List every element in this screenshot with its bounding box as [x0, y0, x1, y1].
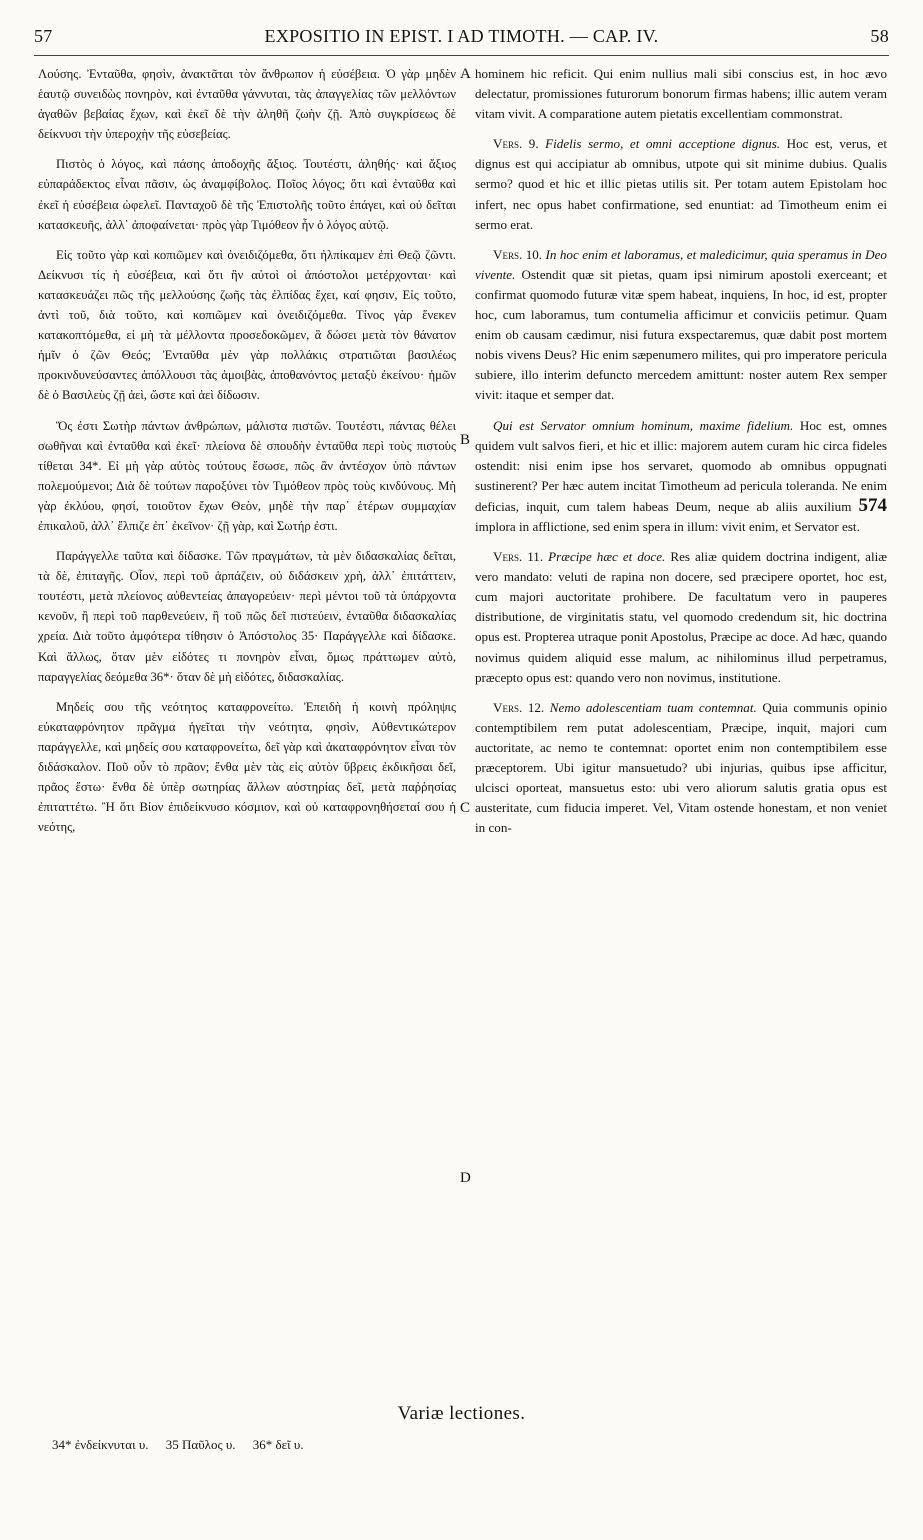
margin-marker-c: C — [460, 800, 471, 816]
latin-text: hominem hic reficit. Qui enim nullius mali sibi conscius est, in hoc ævo delectatur, promissiones futurorum bonorum firmas habens; illic autem veram vitam vivit. A comparatione autem pietatis excellentiam commonstrat. — [475, 66, 887, 122]
latin-text: Res aliæ quidem doctrina indigent, aliæ vero mandato: veluti de rapina non docere, sed præcipere oportet, hoc est, cum majori auctoritate prohibere. De facultatum vero in pauperes distributione, de virginitatis statu, vel quomodo credendum sit, hic doctrina opus est. Propterea utraque ponit Apostolus, Præcipe ac doce. Ad hæc, quando novimus quidem aliquid esse malum, ac nihilominus illud perpetramus, præcepto opus est: quando vero non novimus, institutione. — [475, 549, 887, 685]
latin-paragraph — [475, 416, 887, 538]
verse-label: Vers. 11. — [493, 549, 544, 565]
variant-note: 34* ἐνδείκνυται υ. — [52, 1437, 149, 1452]
latin-paragraph — [475, 547, 887, 688]
lemma: Fidelis sermo, et omni acceptione dignus. — [545, 136, 781, 152]
latin-paragraph — [475, 698, 887, 839]
greek-column — [38, 64, 456, 1394]
latin-column — [475, 64, 887, 1394]
latin-text: implora in afflictione, sed enim spera in illum: vivit enim, et Servator est. — [475, 518, 860, 534]
variant-readings-title: Variæ lectiones. — [397, 1403, 526, 1424]
column-number: 574 — [858, 494, 887, 516]
latin-text: Ostendit quæ sit pietas, quam ipsi nimirum apostoli exerceant; et confirmat quomodo futuræ vitæ spem habeat, inquiens, In hoc, id est, propter hoc, cum laboramus, tum contumelia afficimur et conviciis petimur. Quam enim ob causam cædimur, nisi futura exspectaremus, quæ dabit post mortem nobis vivens Deus? Hic enim sæpenumero milites, qui pro imperatore pericula subiere, illo interim defuncto mercedem amittunt: noster autem Rex semper vivit: itaque et semper dat. — [475, 266, 887, 403]
greek-paragraph: Ὅς ἐστι Σωτὴρ πάντων ἀνθρώπων, μάλιστα πιστῶν. Τουτέστι, πάντας θέλει σωθῆναι καὶ ἐνταῦθα καὶ ἐκεῖ· πλείονα δὲ σπουδὴν ἐνταῦθα περὶ τοὺς πιστοὺς τίθεται 34*. Εἰ μὴ γὰρ αὐτὸς τούτους ἔσωσε, πῶς ἂν ἀντέσχον ὑπὸ πάντων πολεμούμενοι; Διὰ δὲ τούτων παροξύνει τὸν Τιμόθεον πρὸς τοὺς κινδύνους. Μὴ γὰρ ἐκλύου, φησί, τοιοῦτον ἔχων Θεὸν, μηδὲ τὴν παρ᾽ ἑτέρων συμμαχίαν ἐπικαλοῦ, ἀλλ᾽ ἔλπιζε ἐπ᾽ ἐκεῖνον· ζῇ γὰρ, καὶ Σωτήρ ἐστι. — [38, 418, 456, 533]
latin-text: Quia communis opinio contemptibilem rem putat adolescentiam, Præcipe, inquit, majori cum auctoritate, ac nemo te contemnat: oportet enim non contemptibilem esse præceptorem. Ubi igitur mansuetudo? ubi injurias, quibus ipse afficitur, ulcisci oporteat, mansuetus esto: ubi vero aliorum salutis gratia opus est austeritate, cum fiducia imperet. Vel, Vitam ostende honestam, et non veniet in con- — [475, 699, 887, 836]
variant-readings-notes — [52, 1437, 883, 1453]
margin-marker-d: D — [460, 1170, 471, 1186]
page-number-left: 57 — [34, 26, 53, 46]
greek-paragraph: Παράγγελλε ταῦτα καὶ δίδασκε. Τῶν πραγμάτων, τὰ μὲν διδασκαλίας δεῖται, τὰ δὲ, ἐπιταγῆς. Οἷον, περὶ τοῦ ἁρπάζειν, οὐ διδάσκειν χρὴ, ἀλλ᾽ ἐπιτάττειν, τουτέστι, μετὰ πλείονος αὐθεντείας ἀπαγορεύειν· περὶ μέντοι τοῦ τὰ ὑπάρχοντα κενοῦν, ἢ περὶ τοῦ παρθενεύειν, ἢ τοῦ πῶς δεῖ πιστεύειν, ἐνταῦθα διδασκαλίας χρεία. Διὰ τοῦτο ἀμφότερα τίθησιν ὁ Ἀπόστολος 35· Παράγγελλε καὶ δίδασκε. Καὶ ἄλλως, ὅταν μὲν εἰδότες τι πονηρὸν εἶναι, ὅμως πράττωμεν αὐτὸ, παραγγελίας δεόμεθα 36*· ὅταν δὲ μὴ εἰδότες, διδασκαλίας. — [38, 549, 456, 684]
latin-text: Hoc est, omnes quidem vult salvos fieri, et hic et illic: majorem autem curam hic circa fideles ostendit: nisi enim ipse hos servaret, quomodo ab omnibus oppugnati sustinerent? Per hæc autem incitat Timotheum ad pericula toleranda. Ne enim deficias, inquit, cum talem habeas Deum, neque ab aliis auxilium — [475, 417, 887, 514]
page-number-right: 58 — [870, 26, 889, 46]
running-title: EXPOSITIO IN EPIST. I AD TIMOTH. — CAP. IV. — [264, 26, 659, 46]
latin-text: Hoc est, verus, et dignus est qui accipiatur ab omnibus, utpote qui sit minime dubius. Qualis sermo? quod et hic et illic pietas utilis sit. Per totam autem Epistolam hoc infert, nec opus habet confirmatione, sed enuntiat: ad Timotheum enim ei sermo erat. — [475, 136, 887, 232]
greek-paragraph: Λούσης. Ἐνταῦθα, φησὶν, ἀνακτᾶται τὸν ἄνθρωπον ἡ εὐσέβεια. Ὁ γὰρ μηδὲν ἑαυτῷ συνειδὼς πονηρὸν, καὶ ἐνταῦθα γάννυται, τὰς ἀπαγγελίας τῶν μελλόντων ἀγαθῶν βεβαίας ἔχων, καὶ ἐκεῖ δὲ τὴν ἀληθῆ ζωὴν ζῇ. Ἀπὸ συγκρίσεως δὲ δείκνυσι τὴν ὑπεροχὴν τῆς εὐσεβείας. — [38, 67, 456, 142]
header-rule — [34, 55, 889, 56]
latin-paragraph — [475, 245, 887, 406]
lemma: Qui est Servator omnium hominum, maxime fidelium. — [493, 417, 794, 433]
margin-marker-a: A — [460, 66, 471, 82]
variant-note: 35 Παῦλος υ. — [165, 1437, 236, 1452]
lemma: In hoc enim et laboramus, et maledicimur, quia speramus in Deo vivente. — [475, 246, 887, 282]
verse-label: Vers. 9. — [493, 136, 539, 152]
latin-paragraph — [475, 134, 887, 234]
lemma: Nemo adolescentiam tuam contemnat. — [549, 699, 757, 715]
greek-paragraph: Μηδείς σου τῆς νεότητος καταφρονείτω. Ἐπειδὴ ἡ κοινὴ πρόληψις εὐκαταφρόνητον πρᾶγμα ἡγεῖται τὴν νεότητα, φησὶν, Αὐθεντικώτερον παράγγελλε, καὶ μηδείς σου καταφρονείτω, δεῖ γὰρ καὶ ἀκαταφρόνητον εἶναι τὸν διδάσκαλον. Ποῦ οὖν τὸ πρᾶον; ἔνθα μὲν τὰς εἰς αὐτὸν ὕβρεις ἐκδικῆσαι δεῖ, πρᾶος ἔστω· ἔνθα δὲ ὑπὲρ σωτηρίας ἄλλων αὐστηρίας δεῖ, μετὰ παῤῥησίας ἐπιταττέτω. Ἢ ὅτι Βίον ἐπιδείκνυσο κόσμιον, καὶ οὐ καταφρονηθήσεταί σου ἡ νεότης, — [38, 699, 456, 835]
greek-paragraph: Πιστὸς ὁ λόγος, καὶ πάσης ἀποδοχῆς ἄξιος. Τουτέστι, ἀληθής· καὶ ἄξιος εὐπαράδεκτος εἶναι πᾶσιν, ὡς ἀναμφίβολος. Ποῖος λόγος; ὅτι καὶ ἐνταῦθα καὶ ἐκεῖ ἡ εὐσέβεια ὠφελεῖ. Πανταχοῦ δὲ τῆς Ἐπιστολῆς τοῦτο ἐπάγει, καὶ οὐ δεῖται κατασκευῆς, ἀλλ᾽ ἀποφαίνεται· πρὸς γὰρ Τιμόθεον ἦν ὁ λόγος αὐτῷ. — [38, 157, 456, 232]
latin-paragraph — [475, 64, 887, 124]
verse-label: Vers. 10. — [493, 246, 543, 262]
margin-marker-b: B — [460, 432, 471, 448]
running-header — [34, 26, 889, 52]
variant-note: 36* δεῖ υ. — [252, 1437, 304, 1452]
lemma: Præcipe hæc et doce. — [548, 549, 666, 565]
greek-paragraph: Εἰς τοῦτο γὰρ καὶ κοπιῶμεν καὶ ὀνειδιζόμεθα, ὅτι ἠλπίκαμεν ἐπὶ Θεῷ ζῶντι. Δείκνυσι τίς ἡ εὐσέβεια, καὶ ὅτι ἣν αὐτοὶ οἱ ἀπόστολοι μετέρχονται· καὶ κατασκευάζει πῶς τῆς μελλούσης ζωῆς τὰς ἐλπίδας ἔχει, καί φησιν, Εἰς τοῦτο, ἀντὶ τοῦ, διὰ τοῦτο, καὶ κοπιῶμεν καὶ ὀνειδιζόμεθα. Τίνος γὰρ ἕνεκεν κατακοπτόμεθα, εἰ μὴ τὰ μέλλοντα προσεδοκῶμεν, ἃ δώσει μετὰ τὸν θάνατον ἡμῖν ὁ ζῶν Θεός; Ἐνταῦθα μὲν γὰρ πολλάκις στρατιῶται βασιλέως προκινδυνεύσαντες ἀπόλλουσι τὰς ἀμοιβὰς, ἀποθανόντος μεταξὺ ἐκείνου· ἡμῶν δὲ ὁ Βασιλεὺς ζῇ ἀεὶ, ὥστε καὶ ἀεὶ δίδωσιν. — [38, 247, 456, 403]
verse-label: Vers. 12. — [493, 699, 545, 715]
